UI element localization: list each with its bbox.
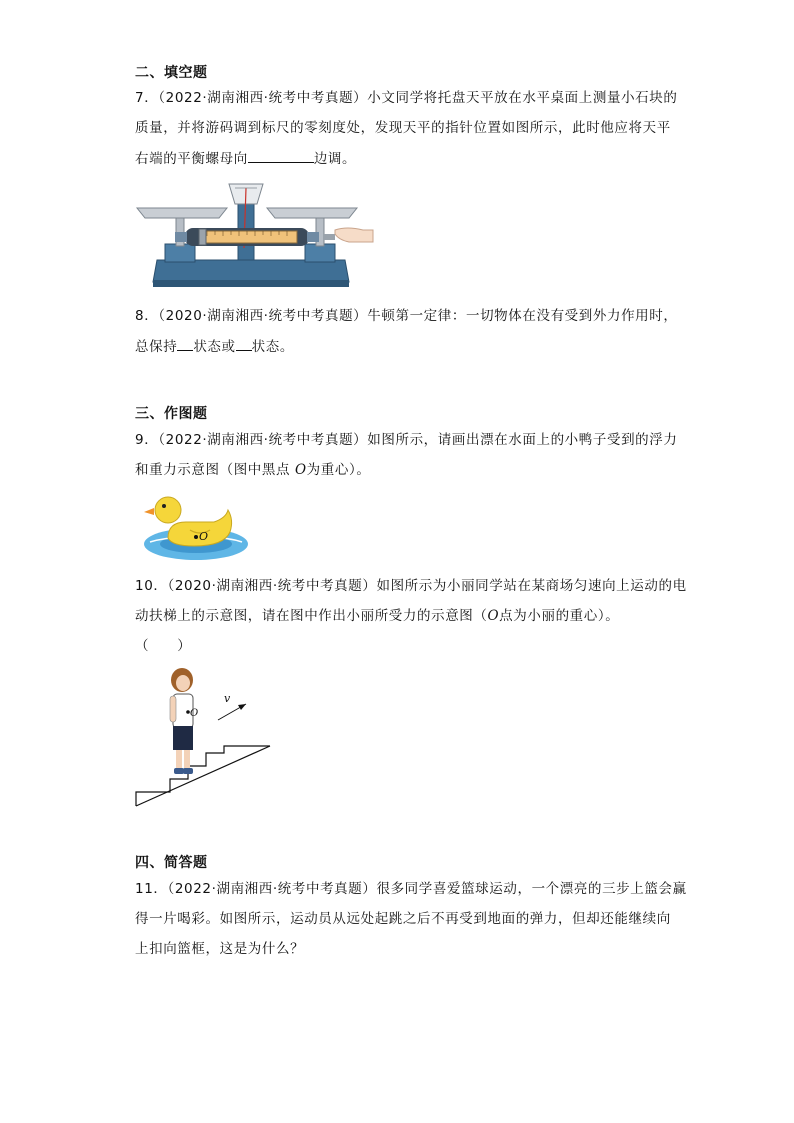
section-heading-drawing: 三、作图题 <box>135 406 208 422</box>
q9-center-of-mass-symbol: O <box>295 462 307 478</box>
q8-line-2-part-c: 状态。 <box>251 339 294 355</box>
q8-line-2 <box>135 336 294 357</box>
q7-line-3 <box>135 148 356 169</box>
q9-line-2 <box>135 460 370 480</box>
duck-figure <box>140 492 252 564</box>
girl-center-label: O <box>190 708 199 719</box>
escalator-figure <box>130 664 280 812</box>
q7-line-3-suffix: 边调。 <box>313 151 357 167</box>
section-heading-fill-blank: 二、填空题 <box>135 65 208 81</box>
section-heading-short-answer: 四、简答题 <box>135 855 208 871</box>
q11-line-1: 11．（2022·湖南湘西·统考中考真题）很多同学喜爱篮球运动，一个漂亮的三步上篮会赢 <box>135 881 687 897</box>
q8-line-2-part-a: 总保持 <box>135 339 178 355</box>
q10-line-1: 10．（2020·湖南湘西·统考中考真题）如图所示为小丽同学站在某商场匀速向上运动的电 <box>135 578 687 594</box>
q8-line-2-part-b: 状态或 <box>193 339 236 355</box>
q11-line-2: 得一片喝彩。如图所示，运动员从远处起跳之后不再受到地面的弹力，但却还能继续向 <box>135 911 671 927</box>
q7-answer-blank[interactable] <box>248 148 314 163</box>
q7-line-1: 7．（2022·湖南湘西·统考中考真题）小文同学将托盘天平放在水平桌面上测量小石块的 <box>135 90 678 106</box>
q10-line-2-prefix: 动扶梯上的示意图，请在图中作出小丽所受力的示意图（ <box>135 608 488 624</box>
q10-center-of-mass-symbol: O <box>487 608 500 624</box>
q9-line-2-prefix: 和重力示意图（图中黑点 <box>135 462 295 478</box>
balance-scale-figure <box>135 178 375 293</box>
q10-line-2-suffix: 点为小丽的重心）。 <box>499 608 620 624</box>
velocity-label: v <box>224 692 231 705</box>
q8-line-1: 8．（2020·湖南湘西·统考中考真题）牛顿第一定律：一切物体在没有受到外力作用时， <box>135 308 678 324</box>
q8-answer-blank-2[interactable] <box>236 336 252 351</box>
q10-answer-paren[interactable]: （ ） <box>135 638 192 654</box>
duck-center-label: O <box>199 530 209 543</box>
q9-line-2-suffix: 为重心）。 <box>306 462 371 478</box>
q8-answer-blank-1[interactable] <box>177 336 193 351</box>
q10-line-2 <box>135 606 619 626</box>
q11-line-3: 上扣向篮框，这是为什么？ <box>135 941 305 957</box>
q9-line-1: 9．（2022·湖南湘西·统考中考真题）如图所示，请画出漂在水面上的小鸭子受到的浮力 <box>135 432 678 448</box>
q7-line-3-prefix: 右端的平衡螺母向 <box>135 151 248 167</box>
q7-line-2: 质量，并将游码调到标尺的零刻度处，发现天平的指针位置如图所示，此时他应将天平 <box>135 120 671 136</box>
